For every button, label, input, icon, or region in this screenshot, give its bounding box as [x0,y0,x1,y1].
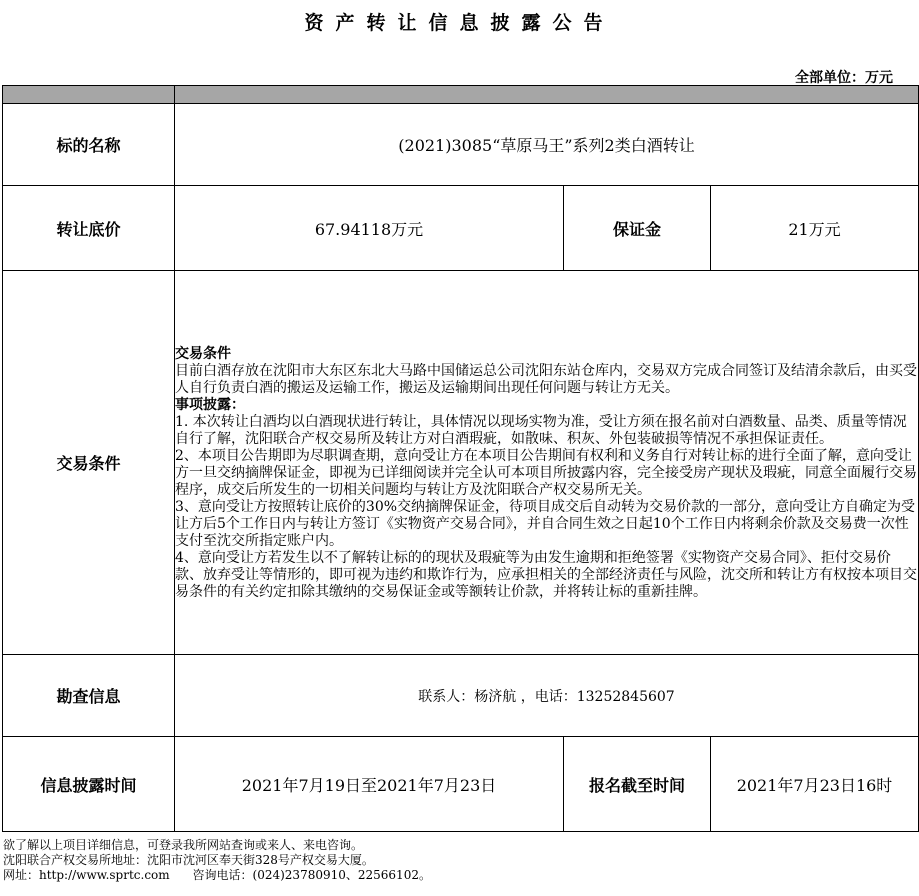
disclosure-time-value: 2021年7月19日至2021年7月23日 [175,737,564,832]
row-price [3,186,919,271]
header-cell-left [3,86,175,104]
disclosure-time-label: 信息披露时间 [3,737,175,832]
page-title: 资产转让信息披露公告 [304,12,615,34]
header-cell-right [175,86,919,104]
disclosure-item-3: 3、意向受让方按照转让底价的30%交纳摘牌保证金，待项目成交后自动转为交易价款的一部分，意向受让方自确定为受让方后5个工作日内与转让方签订《实物资产交易合同》，并自合同生效之日起10个工作日内将剩余价款及交易费一次性支付至沈交所指定账户内。 [175,498,916,549]
conditions-heading: 交易条件 [175,345,231,362]
subject-name-label: 标的名称 [3,104,175,186]
row-disclosure-time [3,737,919,832]
deadline-value: 2021年7月23日16时 [711,737,919,832]
row-subject-name [3,104,919,186]
survey-label: 勘查信息 [3,655,175,737]
disclosure-heading: 事项披露： [175,396,245,413]
footer-line-contact: 网址：http://www.sprtc.com 咨询电话：(024)23780910、22566102。 [3,868,431,882]
row-conditions [3,271,919,655]
conditions-label: 交易条件 [3,271,175,655]
disclosure-item-2: 2、本项目公告期即为尽职调查期，意向受让方在本项目公告期间有权利和义务自行对转让标的进行全面了解，意向受让方一旦交纳摘牌保证金，即视为已详细阅读并完全认可本项目所披露内容，完全接受房产现状及瑕疵，同意全面履行交易程序，成交后所发生的一切相关问题均与转让方及沈阳联合产权交易所无关。 [175,447,917,498]
disclosure-item-4: 4、意向受让方若发生以不了解转让标的的现状及瑕疵等为由发生逾期和拒绝签署《实物资产交易合同》、拒付交易价款、放弃受让等情形的，即可视为违约和欺诈行为，应承担相关的全部经济责任与风险，沈交所和转让方有权按本项目交易条件的有关约定扣除其缴纳的交易保证金或等额转让价款，并将转让标的重新挂牌。 [175,549,917,600]
disclosure-table [2,85,919,832]
conditions-paragraph: 目前白酒存放在沈阳市大东区东北大马路中国储运总公司沈阳东站仓库内，交易双方完成合同签订及结清余款后，由买受人自行负责白酒的搬运及运输工作，搬运及运输期间出现任何问题与转让方无关。 [175,362,917,396]
price-label: 转让底价 [3,186,175,271]
footer-line-address: 沈阳联合产权交易所地址：沈阳市沈河区奉天街328号产权交易大厦。 [3,853,374,867]
subject-name-value: (2021)3085“草原马王”系列2类白酒转让 [175,104,919,186]
deadline-label: 报名截至时间 [564,737,711,832]
disclosure-item-1: 1. 本次转让白酒均以白酒现状进行转让，具体情况以现场实物为准，受让方须在报名前对白酒数量、品类、质量等情况自行了解，沈阳联合产权交易所及转让方对白酒瑕疵，如散味、积灰、外包装破损等情况不承担保证责任。 [175,413,907,447]
price-value: 67.94118万元 [175,186,564,271]
footer-line-info: 欲了解以上项目详细信息，可登录我所网站查询或来人、来电咨询。 [3,838,364,852]
footer-info [3,838,431,883]
deposit-value: 21万元 [711,186,919,271]
conditions-content [175,271,919,655]
survey-contact: 联系人：杨济航 ，电话：13252845607 [175,655,919,737]
unit-label: 全部单位：万元 [795,70,893,86]
header-bar [3,86,919,104]
row-survey [3,655,919,737]
deposit-label: 保证金 [564,186,711,271]
